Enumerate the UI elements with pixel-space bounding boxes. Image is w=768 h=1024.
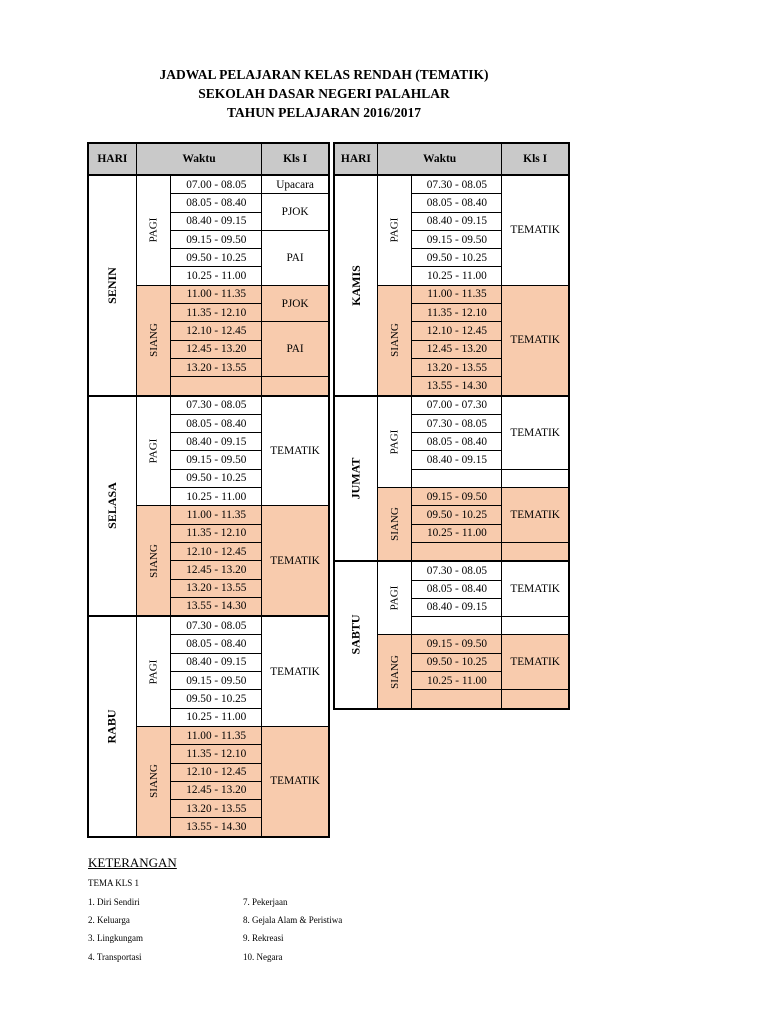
time-cell: 12.45 - 13.20 (171, 781, 262, 799)
header-waktu: Waktu (136, 143, 262, 175)
time-cell-empty (412, 617, 502, 635)
subject-cell: TEMATIK (262, 506, 329, 616)
time-cell: 07.30 - 08.05 (412, 561, 502, 580)
subject-cell-empty (502, 469, 569, 487)
time-cell: 08.40 - 09.15 (412, 451, 502, 469)
tema-item: 7. Pekerjaan (243, 897, 288, 907)
day-selasa: SELASA (88, 396, 136, 617)
keterangan-heading: KETERANGAN (88, 855, 177, 870)
time-cell: 07.30 - 08.05 (171, 396, 262, 415)
day-jumat: JUMAT (334, 396, 377, 562)
time-cell: 11.35 - 12.10 (412, 304, 502, 322)
time-cell: 09.50 - 10.25 (171, 690, 262, 708)
session-pagi: PAGI (136, 175, 171, 285)
time-cell: 13.55 - 14.30 (171, 818, 262, 837)
header-waktu: Waktu (377, 143, 502, 175)
time-cell: 09.15 - 09.50 (412, 488, 502, 506)
time-cell: 09.15 - 09.50 (412, 230, 502, 248)
subject-cell: PJOK (262, 285, 329, 322)
header-kls: Kls I (262, 143, 329, 175)
time-cell: 10.25 - 11.00 (412, 524, 502, 542)
time-cell: 12.45 - 13.20 (412, 340, 502, 358)
time-cell: 13.20 - 13.55 (171, 800, 262, 818)
schedule-table-right (333, 142, 570, 710)
session-pagi: PAGI (377, 175, 412, 285)
subject-cell: TEMATIK (502, 488, 569, 543)
day-sabtu: SABTU (334, 561, 377, 708)
time-cell: 10.25 - 11.00 (412, 267, 502, 285)
time-cell: 07.30 - 08.05 (412, 414, 502, 432)
time-cell: 13.20 - 13.55 (171, 579, 262, 597)
subject-cell: PJOK (262, 194, 329, 231)
header-hari: HARI (334, 143, 377, 175)
time-cell: 08.05 - 08.40 (171, 194, 262, 212)
header-kls: Kls I (502, 143, 569, 175)
time-cell: 11.35 - 12.10 (171, 304, 262, 322)
session-siang: SIANG (136, 285, 171, 395)
time-cell: 12.10 - 12.45 (171, 763, 262, 781)
time-cell: 11.00 - 11.35 (171, 506, 262, 524)
table-header (88, 143, 329, 175)
subject-cell-empty (502, 542, 569, 561)
time-cell: 11.35 - 12.10 (171, 745, 262, 763)
time-cell: 08.05 - 08.40 (412, 580, 502, 598)
time-cell: 10.25 - 11.00 (412, 672, 502, 690)
session-siang: SIANG (136, 506, 171, 616)
subject-cell: TEMATIK (502, 396, 569, 470)
tema-item: 8. Gejala Alam & Peristiwa (243, 915, 343, 925)
session-pagi: PAGI (136, 616, 171, 726)
session-pagi: PAGI (377, 561, 412, 635)
subject-cell: TEMATIK (502, 635, 569, 690)
time-cell: 13.55 - 14.30 (412, 377, 502, 396)
subject-cell: TEMATIK (262, 726, 329, 836)
time-cell: 12.10 - 12.45 (171, 322, 262, 340)
time-cell: 13.20 - 13.55 (412, 358, 502, 376)
time-cell: 08.40 - 09.15 (412, 212, 502, 230)
subject-cell: TEMATIK (262, 616, 329, 726)
time-cell: 09.50 - 10.25 (412, 506, 502, 524)
schedule-table-left (87, 142, 330, 838)
day-kamis: KAMIS (334, 175, 377, 396)
time-cell: 08.05 - 08.40 (171, 635, 262, 653)
time-cell: 08.40 - 09.15 (171, 433, 262, 451)
time-cell: 11.00 - 11.35 (412, 285, 502, 303)
time-cell: 11.00 - 11.35 (171, 726, 262, 744)
time-cell: 12.10 - 12.45 (412, 322, 502, 340)
tema-item: 9. Rekreasi (243, 933, 284, 943)
time-cell: 13.55 - 14.30 (171, 597, 262, 616)
tema-item: 3. Lingkungam (88, 933, 143, 943)
time-cell: 09.15 - 09.50 (171, 672, 262, 690)
session-siang: SIANG (377, 488, 412, 562)
tema-item: 4. Transportasi (88, 952, 142, 962)
title-line-3: TAHUN PELAJARAN 2016/2017 (226, 105, 421, 120)
subject-cell: TEMATIK (262, 396, 329, 506)
time-cell: 09.15 - 09.50 (412, 635, 502, 653)
tema-subheading: TEMA KLS 1 (88, 878, 140, 888)
time-cell (171, 377, 262, 396)
title-line-2: SEKOLAH DASAR NEGERI PALAHLAR (198, 86, 450, 101)
session-siang: SIANG (377, 285, 412, 395)
time-cell-empty (412, 542, 502, 561)
time-cell: 13.20 - 13.55 (171, 358, 262, 376)
day-senin: SENIN (88, 175, 136, 396)
time-cell: 08.40 - 09.15 (412, 598, 502, 616)
session-siang: SIANG (136, 726, 171, 836)
time-cell: 12.10 - 12.45 (171, 542, 262, 560)
time-cell: 09.50 - 10.25 (171, 249, 262, 267)
time-cell: 08.40 - 09.15 (171, 653, 262, 671)
tema-item: 2. Keluarga (88, 915, 130, 925)
day-rabu: RABU (88, 616, 136, 837)
time-cell-empty (412, 690, 502, 709)
time-cell: 12.45 - 13.20 (171, 340, 262, 358)
time-cell: 09.50 - 10.25 (412, 249, 502, 267)
time-cell: 08.05 - 08.40 (171, 414, 262, 432)
header-hari: HARI (88, 143, 136, 175)
time-cell: 09.15 - 09.50 (171, 451, 262, 469)
subject-cell-empty (502, 690, 569, 709)
subject-cell: TEMATIK (502, 561, 569, 616)
tema-item: 10. Negara (243, 952, 283, 962)
session-siang: SIANG (377, 635, 412, 709)
time-cell: 11.35 - 12.10 (171, 524, 262, 542)
time-cell: 08.05 - 08.40 (412, 433, 502, 451)
time-cell: 09.50 - 10.25 (412, 653, 502, 671)
time-cell: 09.50 - 10.25 (171, 469, 262, 487)
time-cell-empty (412, 469, 502, 487)
time-cell: 07.00 - 07.30 (412, 396, 502, 415)
time-cell: 12.45 - 13.20 (171, 561, 262, 579)
subject-cell: PAI (262, 230, 329, 285)
subject-cell-empty (502, 617, 569, 635)
time-cell: 08.40 - 09.15 (171, 212, 262, 230)
subject-cell: Upacara (262, 175, 329, 194)
subject-cell: TEMATIK (502, 175, 569, 285)
table-header (334, 143, 569, 175)
tema-item: 1. Diri Sendiri (88, 897, 140, 907)
time-cell: 07.30 - 08.05 (171, 616, 262, 635)
session-pagi: PAGI (136, 396, 171, 506)
session-pagi: PAGI (377, 396, 412, 488)
time-cell: 07.00 - 08.05 (171, 175, 262, 194)
subject-cell: PAI (262, 322, 329, 377)
subject-cell: TEMATIK (502, 285, 569, 395)
time-cell: 10.25 - 11.00 (171, 267, 262, 285)
time-cell: 07.30 - 08.05 (412, 175, 502, 194)
subject-cell (262, 377, 329, 396)
time-cell: 08.05 - 08.40 (412, 194, 502, 212)
time-cell: 11.00 - 11.35 (171, 285, 262, 303)
time-cell: 10.25 - 11.00 (171, 708, 262, 726)
time-cell: 09.15 - 09.50 (171, 230, 262, 248)
title-line-1: JADWAL PELAJARAN KELAS RENDAH (TEMATIK) (159, 67, 489, 82)
time-cell: 10.25 - 11.00 (171, 488, 262, 506)
